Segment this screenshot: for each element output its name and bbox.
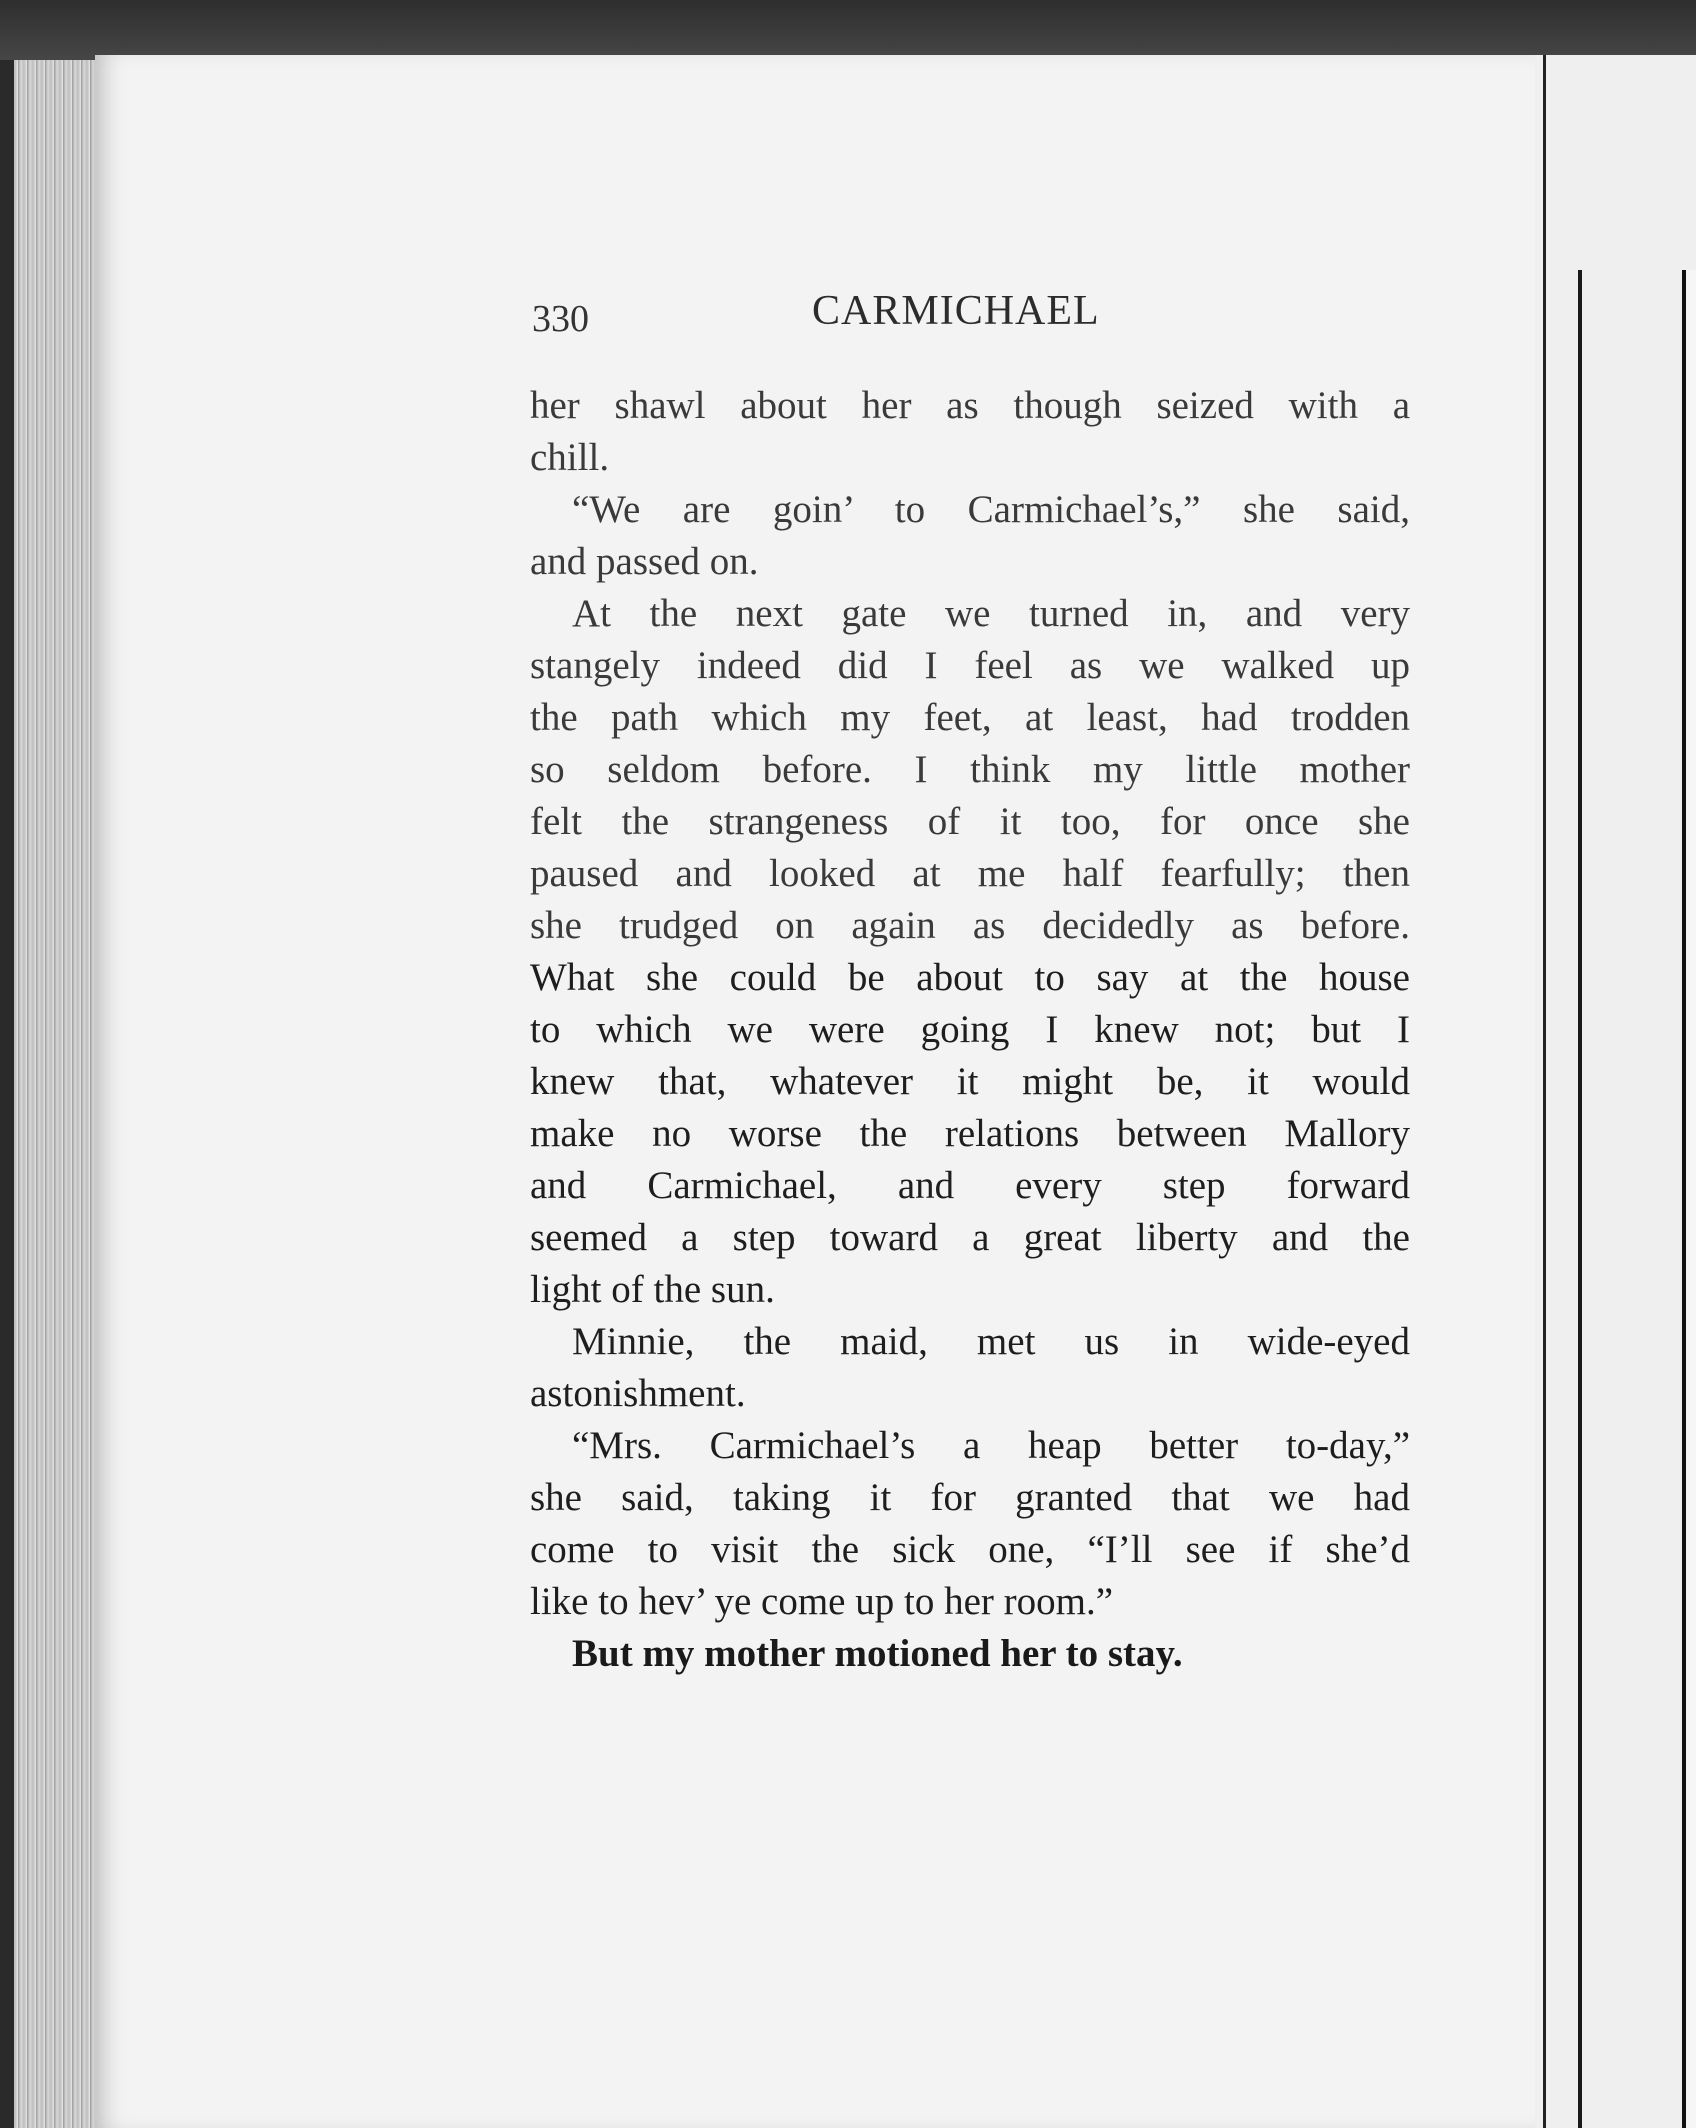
text-line: At the next gate we turned in, and very — [572, 592, 1410, 635]
text-line: so seldom before. I think my little mother — [530, 748, 1410, 791]
text-line: make no worse the relations between Mallory — [530, 1112, 1410, 1155]
text-line: But my mother motioned her to stay. — [572, 1632, 1183, 1675]
text-line: the path which my feet, at least, had trodden — [530, 696, 1410, 739]
facing-page-edge — [1682, 270, 1696, 2128]
text-line: and passed on. — [530, 540, 759, 583]
text-line: she said, taking it for granted that we had — [530, 1476, 1410, 1519]
text-line: seemed a step toward a great liberty and the — [530, 1216, 1410, 1259]
text-line: come to visit the sick one, “I’ll see if she’d — [530, 1528, 1410, 1571]
text-line: her shawl about her as though seized with a — [530, 384, 1410, 427]
text-line: stangely indeed did I feel as we walked up — [530, 644, 1410, 687]
text-line: and Carmichael, and every step forward — [530, 1164, 1410, 1207]
book-page-edges — [0, 60, 110, 2128]
text-line: astonishment. — [530, 1372, 746, 1415]
running-head — [532, 287, 1412, 347]
text-line: “We are goin’ to Carmichael’s,” she said, — [572, 488, 1410, 531]
page-number: 330 — [532, 298, 589, 340]
text-line: knew that, whatever it might be, it would — [530, 1060, 1410, 1103]
gutter-shadow-line — [1578, 270, 1582, 2128]
gutter-line — [1543, 55, 1546, 2128]
text-line: chill. — [530, 436, 610, 479]
text-line: felt the strangeness of it too, for once she — [530, 800, 1410, 843]
text-line: What she could be about to say at the house — [530, 956, 1410, 999]
text-line: “Mrs. Carmichael’s a heap better to-day,” — [572, 1424, 1410, 1467]
running-title: CARMICHAEL — [812, 288, 1100, 334]
text-line: paused and looked at me half fearfully; then — [530, 852, 1410, 895]
text-line: light of the sun. — [530, 1268, 775, 1311]
book-gutter — [1535, 55, 1696, 2128]
text-line: like to hev’ ye come up to her room.” — [530, 1580, 1114, 1623]
text-line: she trudged on again as decidedly as before. — [530, 904, 1410, 947]
text-line: Minnie, the maid, met us in wide-eyed — [572, 1320, 1410, 1363]
book-cover-edge — [0, 60, 14, 2128]
body-text — [530, 380, 1410, 1680]
text-line: to which we were going I knew not; but I — [530, 1008, 1410, 1051]
